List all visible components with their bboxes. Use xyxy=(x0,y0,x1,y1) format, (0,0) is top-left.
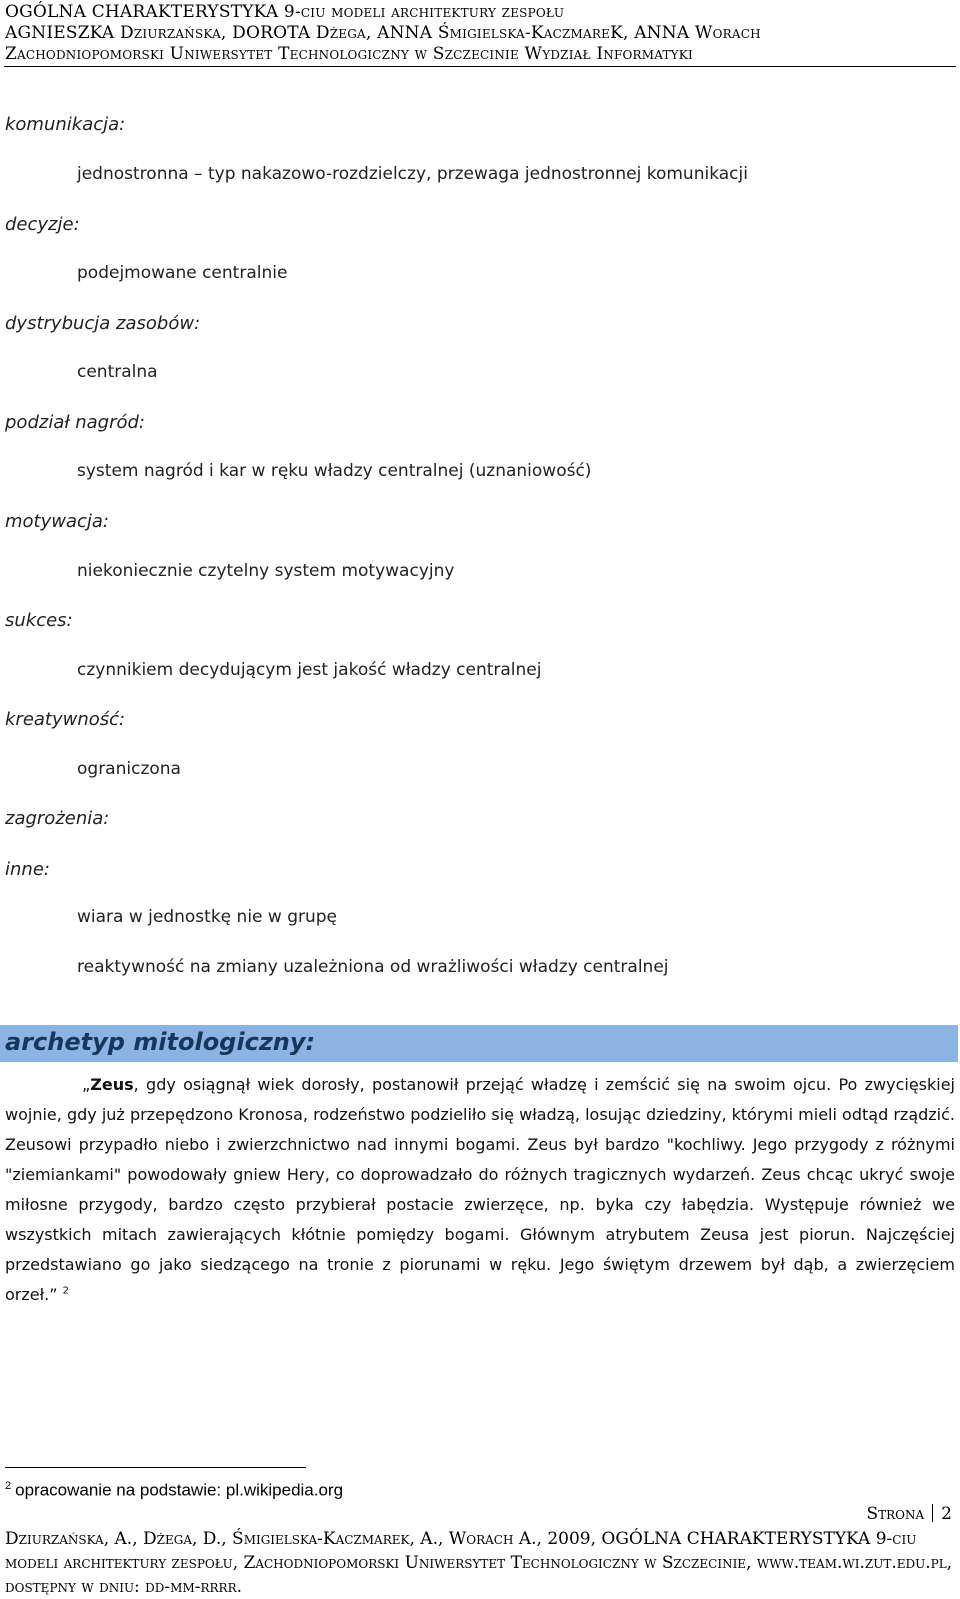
label-dystrybucja: dystrybucja zasobów: xyxy=(5,313,201,334)
footnote-divider xyxy=(5,1467,306,1468)
footnote-reference: 2 xyxy=(62,1285,70,1297)
header-authors: AGNIESZKA Dziurzańska, DOROTA Dżega, ANNA Śmigielska-KaczmareK, ANNA Worach xyxy=(5,23,761,43)
value-dystrybucja: centralna xyxy=(77,362,158,382)
value-podzial-nagrod: system nagród i kar w ręku władzy centralnej (uznaniowość) xyxy=(77,461,592,481)
archetype-name: Zeus xyxy=(90,1075,134,1094)
label-decyzje: decyzje: xyxy=(5,214,80,235)
archetype-paragraph xyxy=(5,1070,955,1310)
page-label: Strona xyxy=(866,1504,925,1524)
header-divider xyxy=(4,66,956,67)
value-reaktywnosc: reaktywność na zmiany uzależniona od wrażliwości władzy centralnej xyxy=(77,957,669,977)
label-inne: inne: xyxy=(5,859,50,880)
header-institution: Zachodniopomorski Uniwersytet Technologiczny w Szczecinie Wydział Informatyki xyxy=(5,44,693,64)
value-motywacja: niekoniecznie czytelny system motywacyjny xyxy=(77,561,455,581)
value-kreatywnosc: ograniczona xyxy=(77,759,181,779)
label-zagrozenia: zagrożenia: xyxy=(5,808,110,829)
footnote-text: opracowanie na podstawie: pl.wikipedia.org xyxy=(15,1480,344,1500)
value-decyzje: podejmowane centralnie xyxy=(77,263,288,283)
footnote xyxy=(5,1480,343,1501)
label-sukces: sukces: xyxy=(5,610,73,631)
value-inne: wiara w jednostkę nie w grupę xyxy=(77,907,338,927)
page-separator xyxy=(932,1504,933,1522)
label-motywacja: motywacja: xyxy=(5,511,110,532)
quote-close: ” xyxy=(49,1285,58,1304)
archetype-text: , gdy osiągnął wiek dorosły, postanowił przejąć władzę i zemścić się na swoim ojcu. Po zwycięskiej wojnie, gdy już przepędzono Kronosa, rodzeństwo podzieliło się władzą, losując dziedziny, którymi mieli odtąd rządzić. Zeusowi przypadło niebo i zwierzchnictwo nad innymi bogami. Zeus był bardzo "kochliwy. Jego przygody z różnymi "ziemiankami" powodowały gniew Hery, co doprowadzało do różnych tragicznych wydarzeń. Zeus chcąc ukryć swoje miłosne przygody, bardzo często przybierał postacie zwierzęce, np. byka czy łabędzia. Występuje również we wszystkich mitach zawierających kłótnie pomiędzy bogami. Głównym atrybutem Zeusa jest piorun. Najczęściej przedstawiano go jako siedzącego na tronie z piorunami w ręku. Jego świętym drzewem był dąb, a zwierzęciem orzeł. xyxy=(5,1075,955,1304)
value-sukces: czynnikiem decydującym jest jakość władzy centralnej xyxy=(77,660,542,680)
quote-open: „ xyxy=(82,1075,91,1094)
label-podzial-nagrod: podział nagród: xyxy=(5,412,146,433)
header-title: OGÓLNA CHARAKTERYSTYKA 9-ciu modeli architektury zespołu xyxy=(5,2,565,22)
archetype-heading: archetyp mitologiczny: xyxy=(5,1028,316,1056)
document-header xyxy=(5,2,955,65)
label-kreatywnosc: kreatywność: xyxy=(5,709,126,730)
value-komunikacja: jednostronna – typ nakazowo-rozdzielczy, przewaga jednostronnej komunikacji xyxy=(77,164,748,184)
page-value: 2 xyxy=(941,1504,952,1524)
footnote-number: 2 xyxy=(5,1480,12,1492)
page-number xyxy=(866,1504,952,1524)
label-komunikacja: komunikacja: xyxy=(5,114,126,135)
footer-citation: Dziurzańska, A., Dżega, D., Śmigielska-Kaczmarek, A., Worach A., 2009, OGÓLNA CHARAKTERYSTYKA 9-ciu modeli architektury zespołu, Zachodniopomorski Uniwersytet Technologiczny w Szczecinie, www.team.wi.zut.edu.pl, dostępny w dniu: dd-mm-rrrr. xyxy=(5,1529,953,1597)
